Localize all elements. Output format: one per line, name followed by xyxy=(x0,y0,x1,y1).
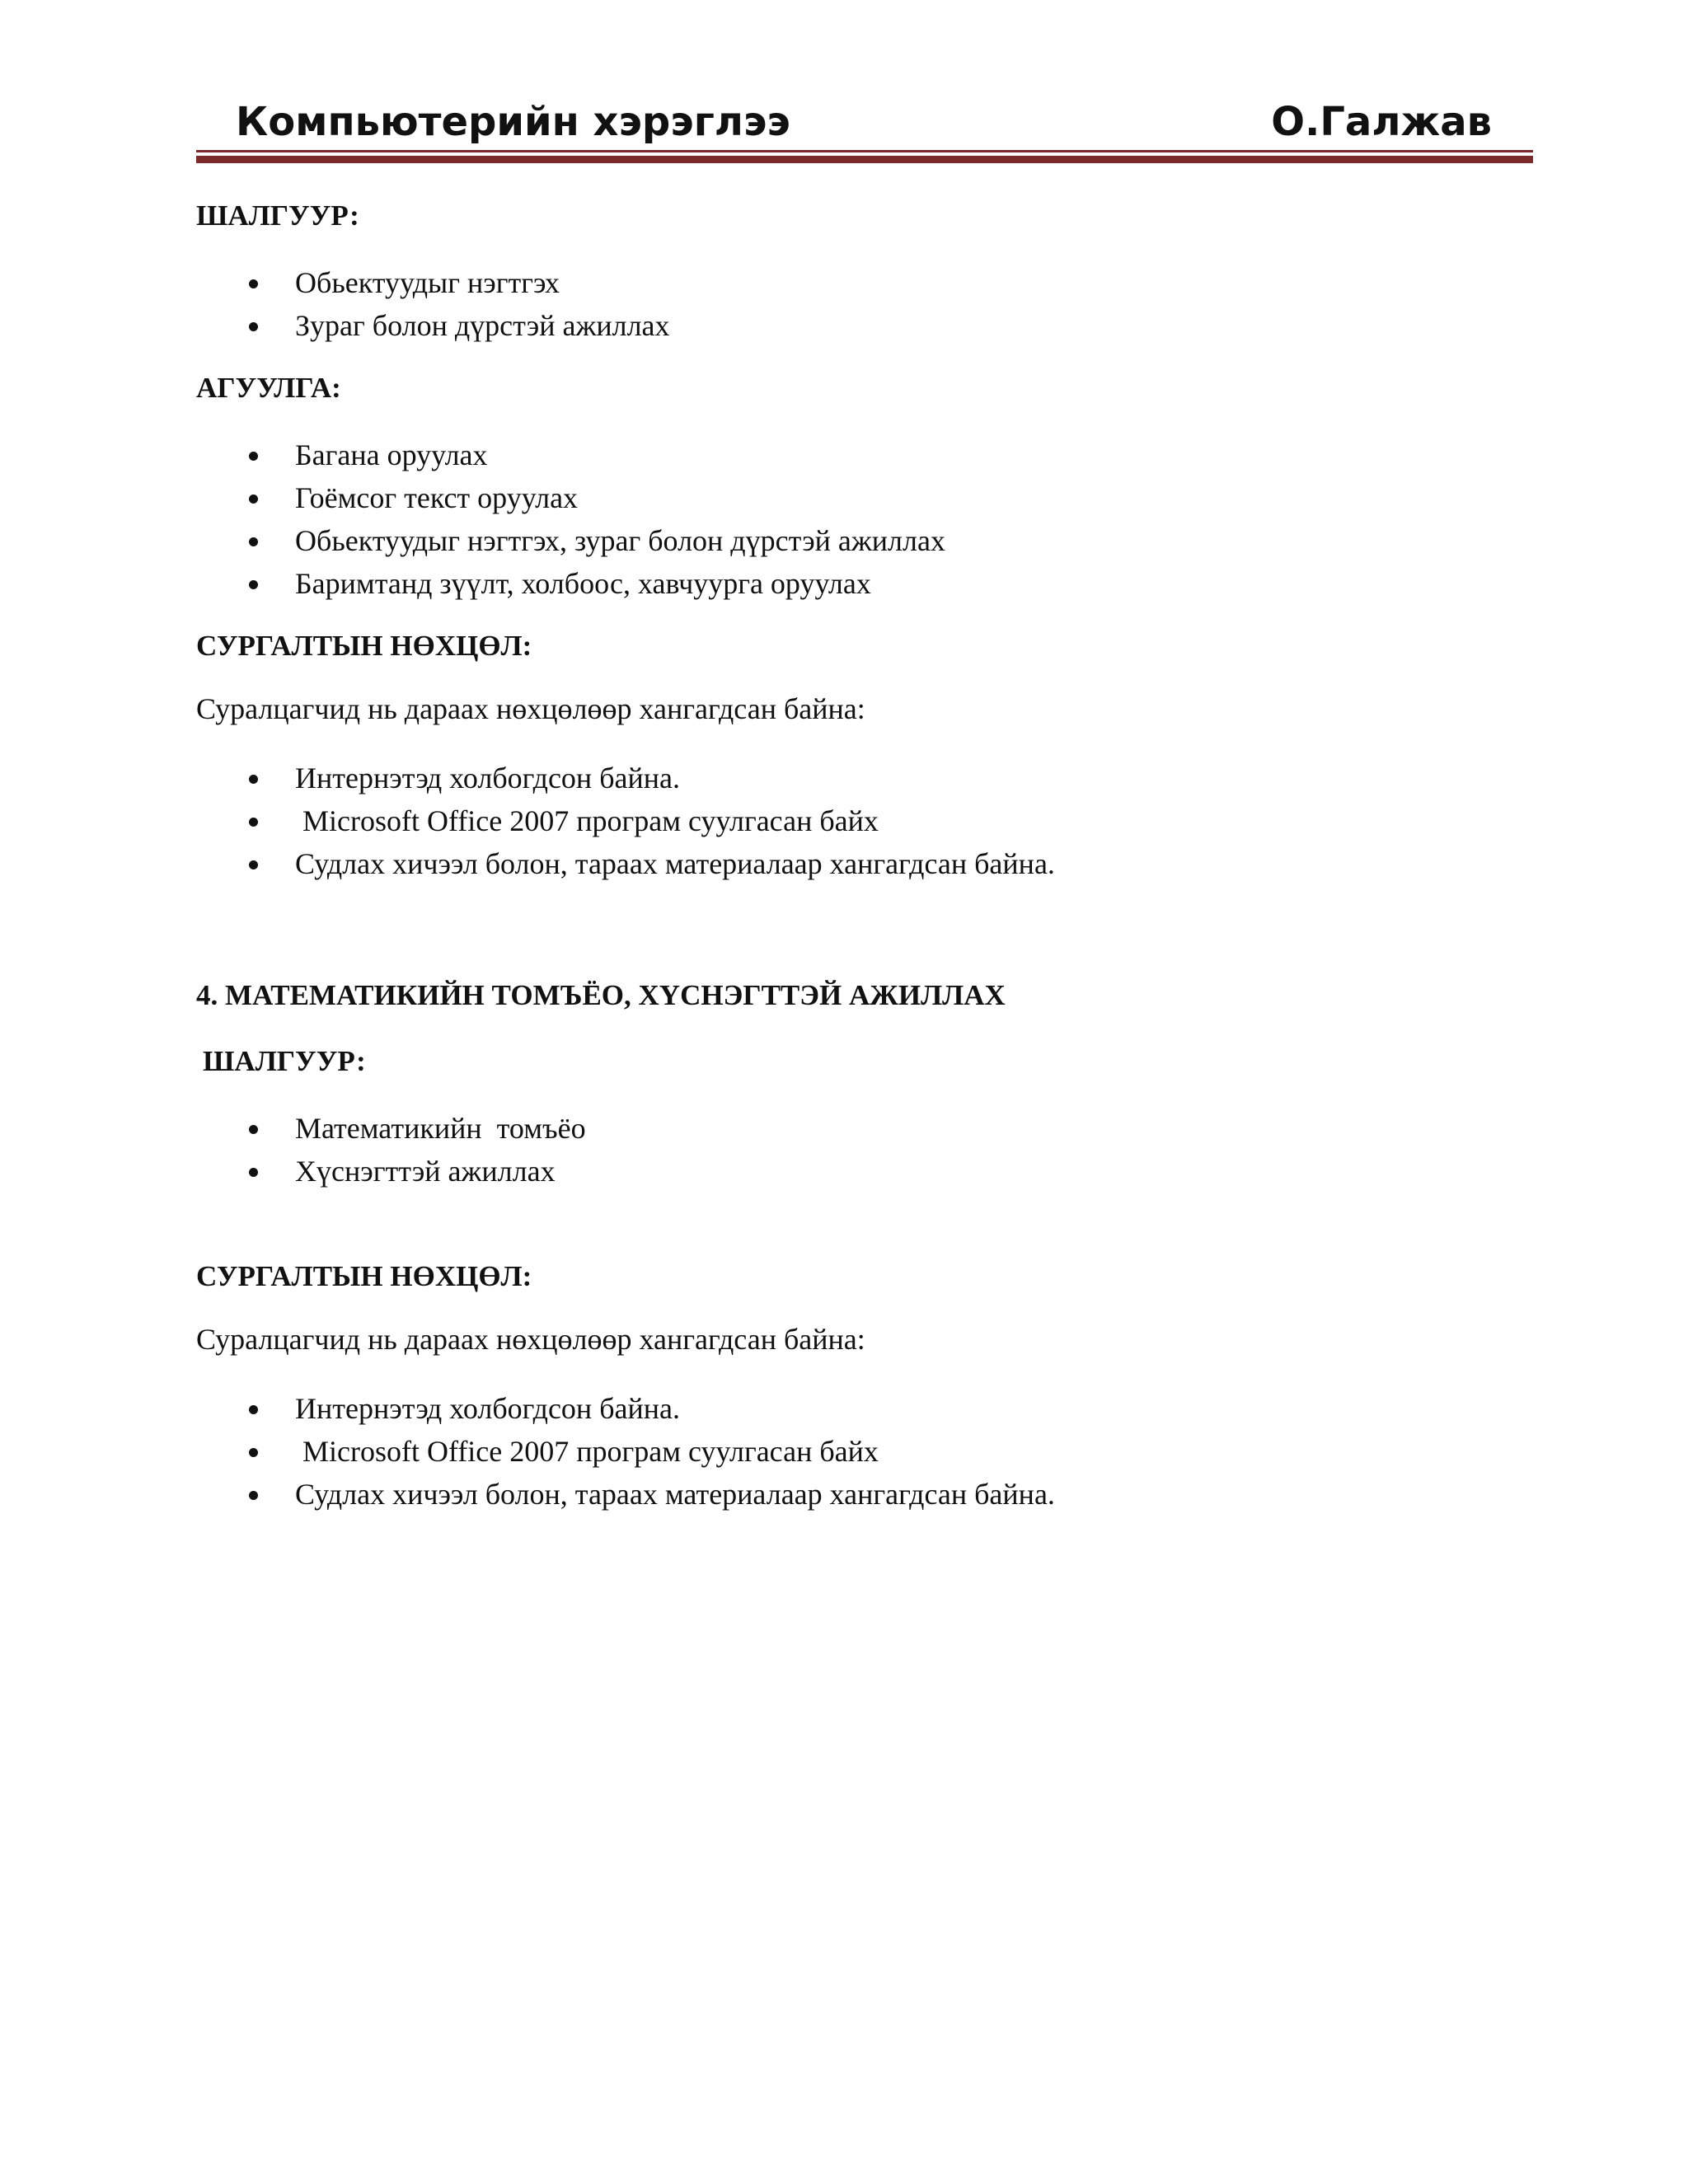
document-body xyxy=(196,186,1482,1516)
list-item-text: Обьектуудыг нэгтгэх, зураг болон дүрстэй ажиллах xyxy=(295,524,945,557)
conditions-heading: СУРГАЛТЫН НӨХЦӨЛ: xyxy=(196,630,532,662)
list-item-text: Гоёмсог текст оруулах xyxy=(295,481,579,514)
header-rule-thin xyxy=(196,150,1533,152)
list-item xyxy=(196,842,1482,885)
criteria-list xyxy=(196,261,1482,347)
content-heading: АГУУЛГА: xyxy=(196,372,341,404)
section-4-title: 4. МАТЕМАТИКИЙН ТОМЪЁО, ХҮСНЭГТТЭЙ АЖИЛЛАХ xyxy=(196,979,1006,1011)
list-item-text: Интернэтэд холбогдсон байна. xyxy=(295,1392,680,1425)
bullet-icon xyxy=(249,1448,258,1457)
conditions-list xyxy=(196,757,1482,885)
list-item xyxy=(196,757,1482,799)
list-item-text: Microsoft Office 2007 програм суулгасан байх xyxy=(295,804,879,837)
bullet-icon xyxy=(249,279,258,288)
bullet-icon xyxy=(249,537,258,546)
criteria-list-2 xyxy=(196,1107,1482,1193)
criteria-heading: ШАЛГУУР: xyxy=(196,199,359,232)
list-item xyxy=(196,1430,1482,1473)
conditions-list-2 xyxy=(196,1387,1482,1516)
list-item-text: Интернэтэд холбогдсон байна. xyxy=(295,762,680,794)
bullet-icon xyxy=(249,860,258,869)
list-item-text: Багана оруулах xyxy=(295,438,488,471)
list-item xyxy=(196,476,1482,519)
bullet-icon xyxy=(249,818,258,827)
list-item-text: Баримтанд зүүлт, холбоос, хавчуурга оруулах xyxy=(295,567,871,600)
list-item xyxy=(196,519,1482,562)
list-item xyxy=(196,1473,1482,1516)
list-item-text: Судлах хичээл болон, тараах материалаар хангагдсан байна. xyxy=(295,847,1055,880)
document-title: Компьютерийн хэрэглээ xyxy=(236,99,790,145)
list-item xyxy=(196,562,1482,605)
content-list xyxy=(196,434,1482,605)
header-rule-thick xyxy=(196,156,1533,163)
page-header xyxy=(196,92,1533,183)
bullet-icon xyxy=(249,452,258,461)
bullet-icon xyxy=(249,1491,258,1500)
conditions-intro-2: Суралцагчид нь дараах нөхцөлөөр хангагдсан байна: xyxy=(196,1323,865,1356)
bullet-icon xyxy=(249,322,258,331)
list-item-text: Судлах хичээл болон, тараах материалаар хангагдсан байна. xyxy=(295,1478,1055,1511)
list-item-text: Обьектуудыг нэгтгэх xyxy=(295,266,560,299)
bullet-icon xyxy=(249,1405,258,1414)
list-item-text: Хүснэгттэй ажиллах xyxy=(295,1155,556,1188)
list-item xyxy=(196,434,1482,476)
bullet-icon xyxy=(249,494,258,504)
bullet-icon xyxy=(249,775,258,784)
list-item xyxy=(196,799,1482,842)
list-item xyxy=(196,1387,1482,1430)
list-item xyxy=(196,261,1482,304)
conditions-intro: Суралцагчид нь дараах нөхцөлөөр хангагдсан байна: xyxy=(196,692,865,725)
list-item xyxy=(196,1107,1482,1150)
bullet-icon xyxy=(249,1168,258,1177)
criteria-heading-2: ШАЛГУУР: xyxy=(203,1045,366,1077)
list-item-text: Зураг болон дүрстэй ажиллах xyxy=(295,309,670,342)
bullet-icon xyxy=(249,580,258,589)
bullet-icon xyxy=(249,1125,258,1134)
list-item-text: Microsoft Office 2007 програм суулгасан байх xyxy=(295,1435,879,1468)
list-item-text: Математикийн томъёо xyxy=(295,1112,586,1145)
list-item xyxy=(196,1150,1482,1193)
document-author: О.Галжав xyxy=(1271,99,1492,145)
conditions-heading-2: СУРГАЛТЫН НӨХЦӨЛ: xyxy=(196,1260,532,1292)
list-item xyxy=(196,304,1482,347)
